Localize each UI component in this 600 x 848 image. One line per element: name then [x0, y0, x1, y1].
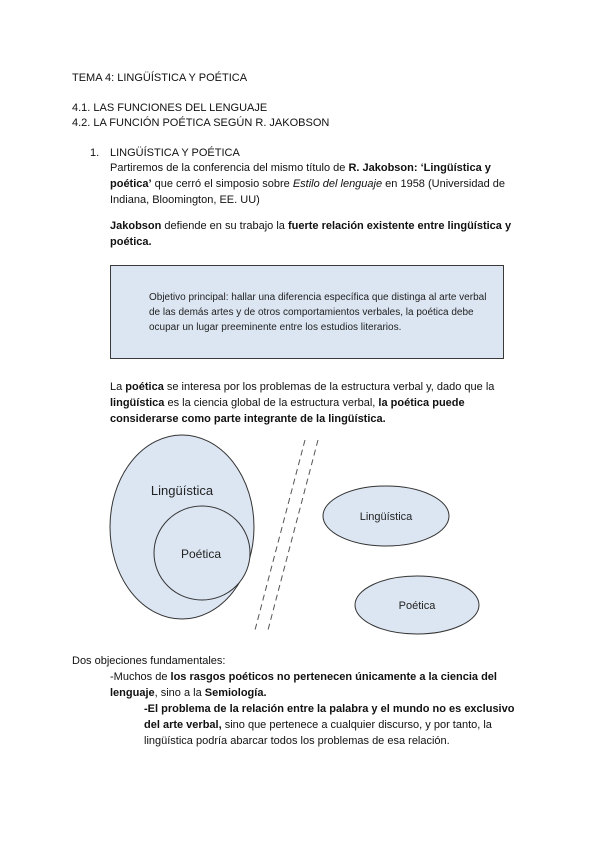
paragraph-3-line-2: [110, 395, 465, 411]
section-4-2: 4.2. LA FUNCIÓN POÉTICA SEGÚN R. JAKOBSON: [72, 117, 330, 129]
p1-text: que cerró el simposio sobre: [151, 178, 293, 190]
linguistics-poetics-diagram: [0, 430, 600, 650]
objection-2-line-3: lingüística podría abarcar todos los problemas de esa relación.: [144, 735, 450, 747]
objective-line-3: ocupar un lugar preeminente entre los estudios literarios.: [149, 322, 402, 333]
objection-2-line-1: [144, 701, 514, 717]
paragraph-1-line-3: Indiana, Bloomington, EE. UU): [110, 194, 260, 206]
separator-dashed-line-2: [268, 440, 318, 630]
p1-bold-author: R. Jakobson: ‘Lingüística y: [348, 162, 491, 174]
paragraph-2-line-2: [110, 234, 152, 250]
p3-bold-linguistica: lingüística: [110, 397, 165, 409]
separator-dashed-line-1: [255, 440, 305, 630]
p1-italic-title: Estilo del lenguaje: [292, 178, 383, 190]
objections-intro: Dos objeciones fundamentales:: [72, 655, 226, 667]
paragraph-1-line-2: [110, 176, 505, 192]
o1-bold: los rasgos poéticos no pertenecen únicamente a la ciencia del: [170, 671, 497, 683]
p1-bold-title-end: poética’: [110, 178, 152, 190]
p3-bold-conclusion: la poética puede: [378, 397, 465, 409]
o1-bold-semiologia: Semiología.: [204, 687, 267, 699]
o1-text: , sino a la: [154, 687, 205, 699]
o2-bold-arte-verbal: del arte verbal,: [144, 719, 222, 731]
p3-text: se interesa por los problemas de la estructura verbal y, dado que la: [163, 381, 495, 393]
linguistics-outer-label: Lingüística: [150, 483, 214, 498]
paragraph-2-line-1: [110, 218, 511, 234]
paragraph-1-line-1: [110, 160, 491, 176]
o1-text: -Muchos de: [110, 671, 171, 683]
o2-bold: -El problema de la relación entre la palabra y el mundo no es exclusivo: [144, 703, 515, 715]
p3-text: es la ciencia global de la estructura verbal,: [164, 397, 379, 409]
objective-box: [110, 265, 504, 359]
p3-bold-poetica: poética: [125, 381, 164, 393]
o2-text: sino que pertenece a cualquier discurso, y por tanto, la: [221, 719, 492, 731]
objection-1-line-1: [110, 669, 497, 685]
paragraph-3-line-3: [110, 411, 386, 427]
p2-bold-name: Jakobson: [110, 220, 162, 232]
objective-text: [149, 290, 499, 335]
o1-bold-lenguaje: lenguaje: [110, 687, 155, 699]
p3-bold-conclusion-end: considerarse como parte integrante de la lingüística.: [110, 413, 386, 425]
p1-text: en 1958 (Universidad de: [382, 178, 506, 190]
page-title: TEMA 4: LINGÜÍSTICA Y POÉTICA: [72, 72, 248, 84]
section-4-1: 4.1. LAS FUNCIONES DEL LENGUAJE: [72, 102, 268, 114]
objective-line-2: de las demás artes y de otros comportamientos verbales, la poética debe: [149, 307, 474, 318]
p3-text: La: [110, 381, 126, 393]
p1-text: Partiremos de la conferencia del mismo título de: [110, 162, 349, 174]
p2-bold-claim: fuerte relación existente entre lingüística y: [287, 220, 512, 232]
poetics-separate-label: Poética: [398, 600, 436, 612]
list-number: 1.: [90, 147, 100, 159]
paragraph-3-line-1: [110, 379, 494, 395]
list-heading: LINGÜÍSTICA Y POÉTICA: [110, 147, 240, 159]
objection-2-line-2: [144, 717, 492, 733]
linguistics-separate-label: Lingüística: [359, 511, 413, 523]
p2-text: defiende en su trabajo la: [161, 220, 288, 232]
p2-bold-claim-end: poética.: [110, 236, 152, 248]
objection-1-line-2: [110, 685, 267, 701]
objective-line-1: Objetivo principal: hallar una diferencia específica que distinga al arte verbal: [149, 292, 487, 303]
poetics-inner-label: Poética: [180, 547, 222, 561]
